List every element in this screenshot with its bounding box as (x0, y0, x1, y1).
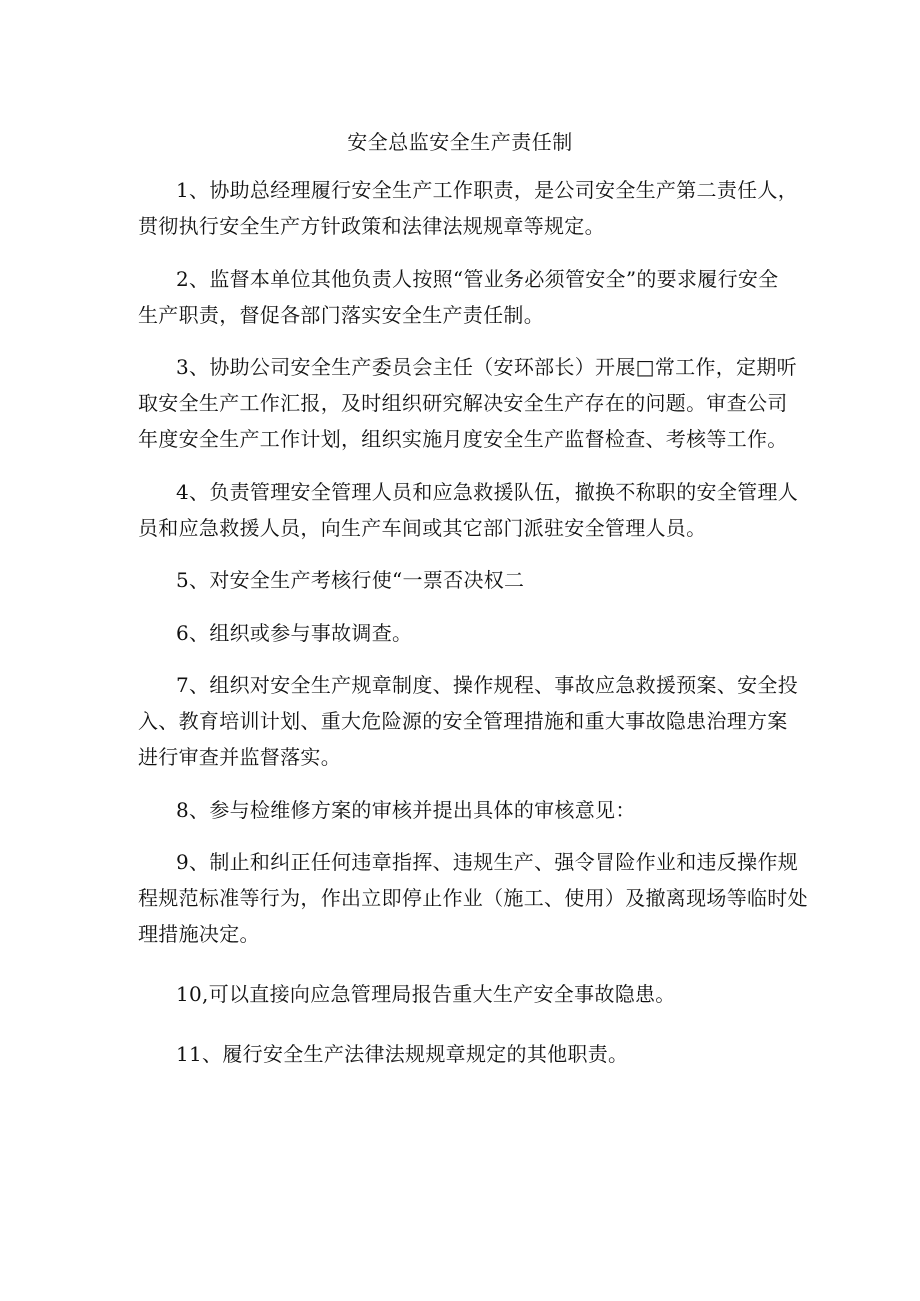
paragraph-4 (138, 474, 798, 546)
paragraph-line: 员和应急救援人员，向生产车间或其它部门派驻安全管理人员。 (138, 515, 707, 540)
paragraph-line: 取安全生产工作汇报，及时组织研究解决安全生产存在的问题。审查公司 (138, 391, 788, 415)
paragraph-11 (138, 1036, 798, 1072)
paragraph-3 (138, 349, 798, 457)
paragraph-line: 8、参与检维修方案的审核并提出具体的审核意见： (176, 797, 636, 822)
paragraph-10 (138, 976, 798, 1012)
paragraph-line: 进行审查并监督落实。 (138, 745, 341, 769)
paragraph-line: 3、协助公司安全生产委员会主任（安环部长）开展□常工作，定期听 (176, 355, 797, 379)
document-body (138, 172, 808, 1089)
paragraph-7 (138, 667, 798, 775)
paragraph-line: 9、制止和纠正任何违章指挥、违规生产、强令冒险作业和违反操作规 (176, 850, 799, 874)
paragraph-5 (138, 562, 798, 598)
paragraph-line: 贯彻执行安全生产方针政策和法律法规规章等规定。 (138, 214, 605, 238)
paragraph-9 (138, 844, 808, 952)
paragraph-line: 生产职责，督促各部门落实安全生产责任制。 (138, 302, 544, 327)
paragraph-line: 年度安全生产工作计划，组织实施月度安全生产监督检查、考核等工作。 (138, 427, 788, 451)
paragraph-line: 程规范标准等行为，作出立即停止作业（施工、使用）及撤离现场等临时处 (138, 886, 808, 910)
paragraph-line: 理措施决定。 (138, 922, 260, 946)
paragraph-2 (138, 261, 798, 333)
paragraph-line: 7、组织对安全生产规章制度、操作规程、事故应急救援预案、安全投 (176, 673, 799, 697)
paragraph-line: 6、组织或参与事故调查。 (176, 620, 413, 645)
paragraph-line: 4、负责管理安全管理人员和应急救援队伍，撤换不称职的安全管理人 (176, 479, 799, 504)
paragraph-line: 5、对安全生产考核行使“一票否决权二 (176, 568, 525, 592)
paragraph-line: 11、履行安全生产法律法规规章规定的其他职责。 (176, 1042, 629, 1066)
paragraph-8 (138, 792, 798, 828)
document-title: 安全总监安全生产责任制 (347, 130, 573, 154)
paragraph-line: 入、教育培训计划、重大危险源的安全管理措施和重大事故隐患治理方案 (138, 709, 788, 733)
paragraph-line: 2、监督本单位其他负责人按照“管业务必须管安全”的要求履行安全 (176, 266, 779, 291)
paragraph-1 (138, 172, 798, 244)
paragraph-line: 10,可以直接向应急管理局报告重大生产安全事故隐患。 (176, 982, 676, 1006)
paragraph-line: 1、协助总经理履行安全生产工作职责，是公司安全生产第二责任人， (176, 178, 799, 202)
paragraph-6 (138, 615, 798, 651)
